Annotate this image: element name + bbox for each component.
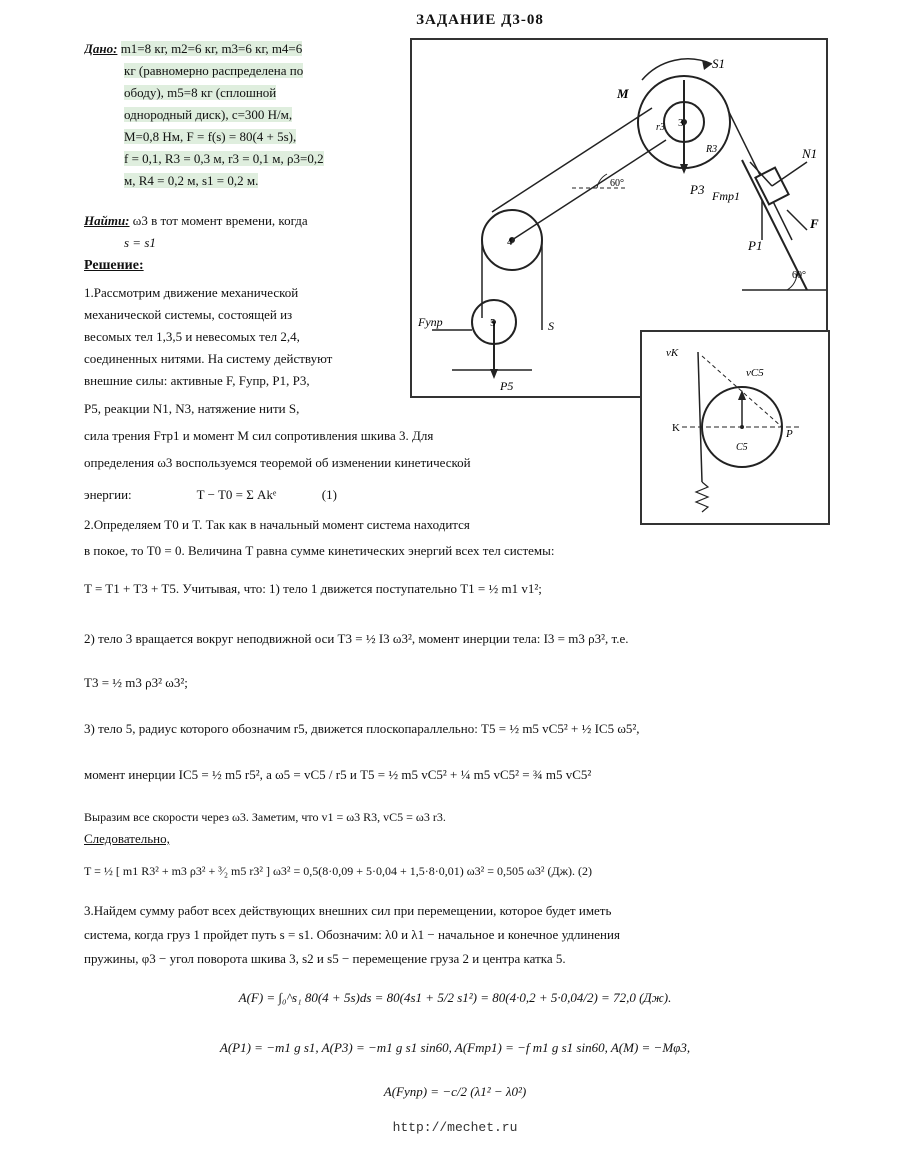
solution-line-0: P5, реакции N1, N3, натяжение нити S, [84, 401, 300, 416]
label-force-f: F [810, 216, 819, 231]
solution-line-3: энергии: T − T0 = Σ Akᵉ (1) [84, 487, 337, 502]
given-line-1: кг (равномерно распределена по [124, 63, 304, 78]
inset-label-k: K [672, 422, 680, 434]
belt-upper [492, 108, 652, 212]
solution-label: Решение: [84, 258, 144, 273]
given-line-5: f = 0,1, R3 = 0,3 м, r3 = 0,1 м, ρ3=0,2 [124, 151, 324, 166]
solution-line-7: 2) тело 3 вращается вокруг неподвижной оси T3 = ½ I3 ω3², момент инерции тела: I3 = m3 ρ3², т.е. [84, 631, 629, 646]
solution-line-4: 2.Определяем T0 и T. Так как в начальный момент система находится [84, 517, 470, 532]
find-text-2: s = s1 [124, 235, 156, 250]
solution-left-0: 1.Рассмотрим движение механической [84, 285, 299, 300]
solution-left-4: внешние силы: активные F, Fупр, P1, P3, [84, 373, 310, 388]
solution-line-1: сила трения Fтр1 и момент M сил сопротивления шкива 3. Для [84, 428, 434, 443]
given-block [84, 38, 402, 192]
label-fupr: Fупр [418, 315, 443, 329]
inset-label-vc: vC5 [746, 367, 764, 379]
equation-work-others: A(P1) = −m1 g s1, A(P3) = −m1 g s1 sin60, A(Fтр1) = −f m1 g s1 sin60, A(M) = −Mφ3, [219, 1040, 691, 1055]
solution-line-12: Следовательно, [84, 831, 170, 846]
velocity-inset-drawing [642, 332, 828, 523]
label-angle-top: 60° [610, 178, 624, 189]
velocity-inset-figure [640, 330, 830, 525]
label-moment: M [617, 86, 629, 101]
solution-line-6: T = T1 + T3 + T5. Учитывая, что: 1) тело 1 движется поступательно T1 = ½ m1 v1²; [84, 581, 542, 596]
inset-label-vk: vK [666, 347, 679, 359]
find-label: Найти: [84, 213, 130, 228]
find-block [84, 210, 402, 254]
solution-line-2: определения ω3 воспользуемся теоремой об изменении кинетической [84, 455, 471, 470]
inset-spring [696, 482, 708, 512]
solution-line-5: в покое, то T0 = 0. Величина T равна сумме кинетических энергий всех тел системы: [84, 543, 555, 558]
inset-label-c: C5 [736, 442, 748, 453]
solution-left-block [84, 282, 402, 392]
given-line-3: однородный диск), c=300 Н/м, [124, 107, 293, 122]
given-line-0: m1=8 кг, m2=6 кг, m3=6 кг, m4=6 [120, 41, 303, 56]
label-r3: r3 [656, 122, 665, 133]
solution-line-9: 3) тело 5, радиус которого обозначим r5, движется плоскопараллельно: T5 = ½ m5 vC5² + ½ IC5 ω5², [84, 721, 640, 736]
label-angle-bottom: 60° [792, 270, 806, 281]
solution-line-10: момент инерции IC5 = ½ m5 r5², а ω5 = vC5 / r5 и T5 = ½ m5 vC5² + ¼ m5 vC5² = ¾ m5 vC5² [84, 767, 592, 782]
inset-center-dot [740, 425, 744, 429]
solution-line-15: система, когда груз 1 пройдет путь s = s1. Обозначим: λ0 и λ1 − начальное и конечное удлинения [84, 927, 620, 942]
inset-label-p: P [786, 428, 793, 440]
belt-lower [512, 140, 666, 240]
solution-line-13: T = ½ [ m1 R3² + m3 ρ3² + ³⁄₂ m5 r3² ] ω3² = 0,5(8·0,09 + 5·0,04 + 1,5·8·0,01) ω3² = 0,505 ω3² (Дж). (2) [84, 864, 592, 878]
footer-url: http://mechet.ru [392, 1120, 518, 1135]
solution-left-1: механической системы, состоящей из [84, 307, 293, 322]
label-r-big: R3 [706, 144, 718, 155]
label-body-4: 4 [507, 236, 513, 248]
force-f-arrow [787, 210, 807, 230]
given-line-4: M=0,8 Нм, F = f(s) = 80(4 + 5s), [124, 129, 297, 144]
solution-line-11: Выразим все скорости через ω3. Заметим, что v1 = ω3 R3, vC5 = ω3 r3. [84, 810, 446, 824]
label-p3: P3 [690, 182, 705, 197]
inset-vc-head [738, 390, 746, 400]
label-s-rope: S [548, 319, 554, 333]
page-title: ЗАДАНИЕ Д3-08 [416, 12, 544, 28]
label-body-3: 3 [678, 117, 684, 129]
solution-line-14: 3.Найдем сумму работ всех действующих внешних сил при перемещении, которое будет иметь [84, 903, 612, 918]
label-p1: P1 [748, 238, 763, 253]
solution-left-3: соединенных нитями. На систему действуют [84, 351, 333, 366]
label-p5: P5 [500, 379, 514, 393]
force-p3-head [680, 164, 688, 174]
find-text: ω3 в тот момент времени, когда [132, 213, 308, 228]
label-n1: N1 [802, 146, 818, 161]
given-line-6: м, R4 = 0,2 м, s1 = 0,2 м. [124, 173, 259, 188]
solution-left-2: весомых тел 1,3,5 и невесомых тел 2,4, [84, 329, 300, 344]
equation-work-f: A(F) = ∫₀^s₁ 80(4 + 5s)ds = 80(4s1 + 5/2 s1²) = 80(4·0,2 + 5·0,04/2) = 72,0 (Дж). [238, 990, 672, 1005]
label-s1-top: S1 [712, 56, 725, 71]
solution-line-8: T3 = ½ m3 ρ3² ω3²; [84, 675, 188, 690]
label-body-5: 5 [490, 317, 496, 329]
solution-line-16: пружины, φ3 − угол поворота шкива 3, s2 и s5 − перемещение груза 2 и центра катка 5. [84, 951, 566, 966]
equation-work-spring: A(Fупр) = −c/2 (λ1² − λ0²) [383, 1084, 527, 1099]
label-ftr: Fтр1 [712, 189, 740, 203]
given-label: Дано: [84, 41, 118, 56]
given-line-2: ободу), m5=8 кг (сплошной [124, 85, 277, 100]
inset-rope [698, 352, 702, 482]
